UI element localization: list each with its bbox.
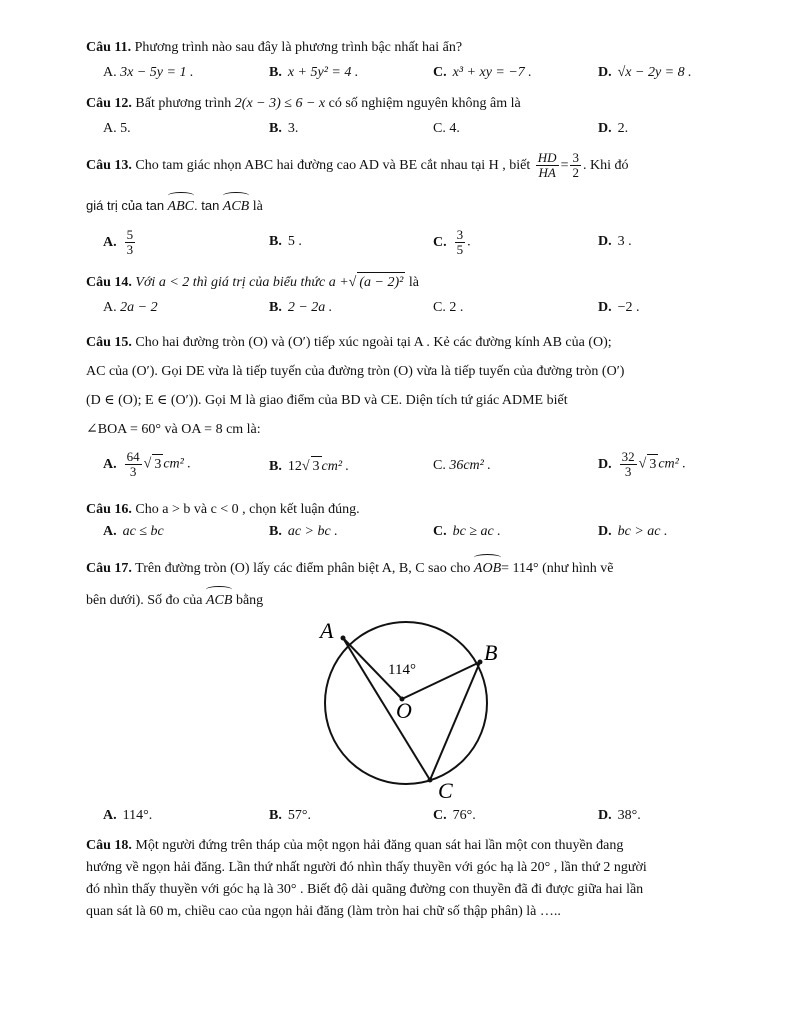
angle-label: 114°: [388, 662, 416, 678]
segment-ac: [343, 638, 430, 780]
question-18-line-2: hướng về ngọn hải đăng. Lần thứ nhất người đó nhìn thấy thuyền với góc hạ là 20° , lần thứ 2 người: [86, 860, 647, 875]
option-d: D. 2.: [598, 121, 629, 136]
label-o: O: [396, 698, 412, 723]
option-d: D. −2 .: [598, 300, 640, 315]
option-b: B. 5 .: [269, 234, 302, 249]
option-b: B. 2 − 2a .: [269, 300, 333, 315]
question-label: Câu 12.: [86, 96, 132, 111]
question-12-options: [103, 119, 703, 141]
radical: (a − 2)²: [357, 272, 405, 293]
question-18-line-4: quan sát là 60 m, chiều cao của ngọn hải đăng (làm tròn hai chữ số thập phân) là …..: [86, 904, 561, 919]
question-label: Câu 17.: [86, 561, 132, 576]
label-a: A: [320, 618, 334, 643]
label-c: C: [438, 778, 453, 803]
option-c: C. 2 .: [433, 300, 464, 315]
option-a: A. 5.: [103, 121, 131, 136]
option-c: C. x³ + xy = −7 .: [433, 65, 532, 80]
question-15: Câu 15. Cho hai đường tròn (O) và (O′) tiếp xúc ngoài tại A . Kẻ các đường kính AB của (O);: [86, 335, 612, 350]
fraction-3-2: $\frac{3}{2}$: [572, 150, 579, 181]
question-label: Câu 15.: [86, 335, 132, 350]
arc-acb: ACB: [206, 588, 232, 611]
question-15-line-2: AC của (O′). Gọi DE vừa là tiếp tuyến của đường tròn (O) vừa là tiếp tuyến của đường tròn (O′): [86, 364, 625, 379]
question-11: [86, 38, 706, 58]
question-12: Câu 12. Bất phương trình 2(x − 3) ≤ 6 − x có số nghiệm nguyên không âm là: [86, 96, 521, 111]
option-b: B. 12√ 3 cm² .: [269, 456, 349, 477]
arc-abc: ABC: [168, 194, 194, 217]
option-c: C. $\frac{3}{5}$ .: [433, 227, 471, 257]
question-label: Câu 18.: [86, 838, 132, 853]
question-18: Câu 18. Một người đứng trên tháp của một ngọn hải đăng quan sát hai lần một con thuyền đang: [86, 838, 624, 853]
question-15-line-4: ∠BOA = 60° và OA = 8 cm là:: [86, 422, 261, 437]
question-label: Câu 14.: [86, 275, 132, 290]
option-a: A. 114°.: [103, 808, 153, 823]
option-d: D. 38°.: [598, 808, 641, 823]
option-d: D. √x − 2y = 8 .: [598, 65, 692, 80]
question-13: Câu 13. Cho tam giác nhọn ABC hai đường cao AD và BE cắt nhau tại H , biết $\frac{HD}{HA}$ = $\frac{3}{2}$ . Khi đó: [86, 150, 629, 181]
point-b: [478, 660, 483, 665]
question-17: Câu 17. Trên đường tròn (O) lấy các điểm phân biệt A, B, C sao cho AOB= 114° (như hình vẽ: [86, 556, 706, 579]
question-15-line-3: (D ∈ (O); E ∈ (O′)). Gọi M là giao điểm của BD và CE. Diện tích tứ giác ADME biết: [86, 393, 568, 408]
option-c: C. 36cm² .: [433, 458, 491, 473]
question-17-line-2: bên dưới). Số đo của ACB bằng: [86, 588, 706, 611]
question-11-options: [103, 63, 703, 85]
option-c: C. bc ≥ ac .: [433, 524, 501, 539]
option-a: A. $\frac{5}{3}$: [103, 227, 134, 257]
option-a: A. ac ≤ bc: [103, 524, 164, 539]
option-a: A. 2a − 2: [103, 300, 158, 315]
question-14: Câu 14. Với a < 2 thì giá trị của biểu thức a +√ (a − 2)² là: [86, 272, 706, 293]
question-text: Phương trình nào sau đây là phương trình bậc nhất hai ẩn?: [134, 40, 463, 55]
option-d: D. bc > ac .: [598, 524, 668, 539]
option-b: B. 57°.: [269, 808, 311, 823]
inequality: 2(x − 3) ≤ 6 − x: [234, 96, 326, 111]
fraction-hd-ha: $\frac{HD}{HA}$: [537, 150, 557, 181]
question-17-options: [103, 806, 703, 828]
point-c: [428, 778, 433, 783]
circle-figure: [310, 610, 510, 810]
segment-bc: [430, 662, 480, 780]
question-label: Câu 16.: [86, 502, 132, 517]
question-label: Câu 11.: [86, 40, 132, 55]
option-b: B. ac > bc .: [269, 524, 338, 539]
option-a: A. 3x − 5y = 1 .: [103, 65, 194, 80]
question-18-line-3: đó nhìn thấy thuyền với góc hạ là 30° . Biết độ dài quãng đường con thuyền đã đi được giữa hai lần: [86, 882, 644, 897]
option-c: C. 76°.: [433, 808, 476, 823]
question-label: Câu 13.: [86, 158, 132, 173]
label-b: B: [484, 640, 498, 665]
question-15-options: [103, 448, 703, 488]
point-a: [341, 636, 346, 641]
option-d: D. $\frac{32}{3}$ √ 3 cm² .: [598, 449, 686, 479]
question-16: Câu 16. Cho a > b và c < 0 , chọn kết luận đúng.: [86, 502, 360, 517]
option-c: C. 4.: [433, 121, 460, 136]
arc-aob: AOB: [474, 556, 501, 579]
question-16-options: [103, 522, 703, 544]
arc-acb: ACB: [223, 194, 249, 217]
question-13-options: [103, 222, 703, 262]
option-a: A. $\frac{64}{3}$ √ 3 cm² .: [103, 449, 191, 479]
option-b: B. 3.: [269, 121, 299, 136]
option-b: B. x + 5y² = 4 .: [269, 65, 359, 80]
question-14-options: [103, 298, 703, 320]
question-13-line-2: giá trị của tan ABC. tan ACB là: [86, 194, 706, 217]
option-d: D. 3 .: [598, 234, 632, 249]
